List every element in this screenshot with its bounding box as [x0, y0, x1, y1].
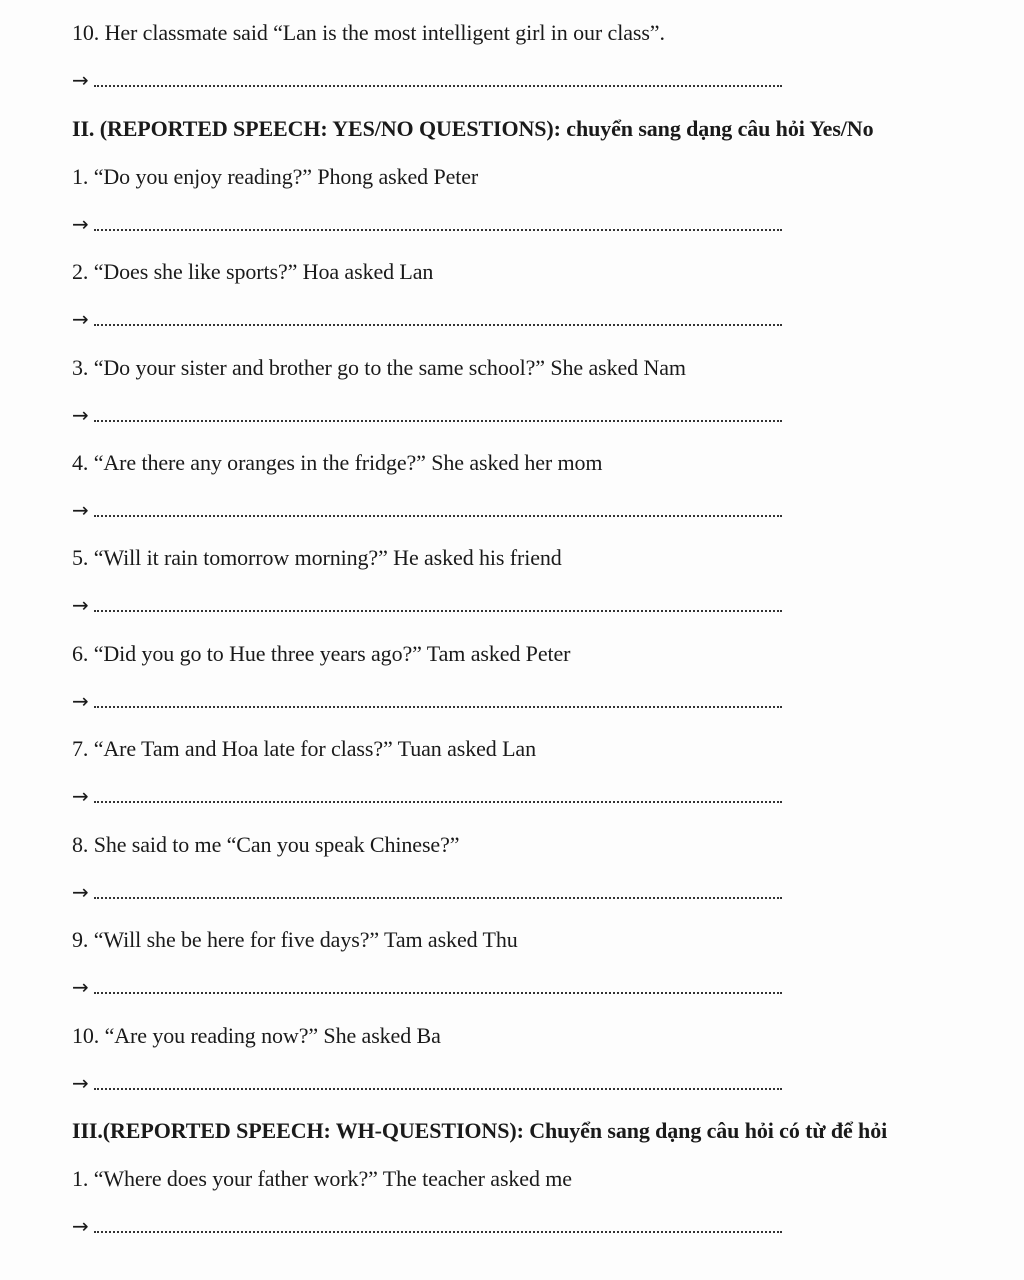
question-text: 3. “Do your sister and brother go to the same school?” She asked Nam	[72, 355, 686, 380]
answer-line	[72, 687, 782, 713]
dotted-blank	[94, 604, 782, 612]
arrow-icon: →	[72, 403, 89, 427]
answer-line	[72, 1069, 782, 1095]
question-text: 9. “Will she be here for five days?” Tam asked Thu	[72, 927, 518, 952]
dotted-blank	[94, 700, 782, 708]
arrow-icon: →	[72, 212, 89, 236]
dotted-blank	[94, 891, 782, 899]
arrow-icon: →	[72, 307, 89, 331]
question-text: 8. She said to me “Can you speak Chinese?”	[72, 832, 460, 857]
answer-line	[72, 878, 782, 904]
dotted-blank	[94, 318, 782, 326]
arrow-icon: →	[72, 1071, 89, 1095]
answer-line	[72, 973, 782, 999]
answer-line	[72, 591, 782, 617]
question-text: 7. “Are Tam and Hoa late for class?” Tuan asked Lan	[72, 736, 536, 761]
arrow-icon: →	[72, 68, 89, 92]
answer-line	[72, 496, 782, 522]
dotted-blank	[94, 1225, 782, 1233]
question-text: 1. “Do you enjoy reading?” Phong asked Peter	[72, 164, 479, 189]
answer-line	[72, 401, 782, 427]
arrow-icon: →	[72, 498, 89, 522]
dotted-blank	[94, 79, 782, 87]
arrow-icon: →	[72, 1214, 89, 1238]
answer-line	[72, 66, 782, 92]
arrow-icon: →	[72, 593, 89, 617]
question-text: 10. Her classmate said “Lan is the most intelligent girl in our class”.	[72, 20, 665, 45]
question-text: 1. “Where does your father work?” The teacher asked me	[72, 1166, 572, 1191]
dotted-blank	[94, 414, 782, 422]
arrow-icon: →	[72, 880, 89, 904]
dotted-blank	[94, 1082, 782, 1090]
question-text: 2. “Does she like sports?” Hoa asked Lan	[72, 259, 434, 284]
question-text: 4. “Are there any oranges in the fridge?” She asked her mom	[72, 450, 603, 475]
question-text: 5. “Will it rain tomorrow morning?” He asked his friend	[72, 545, 562, 570]
section-heading-wh: III.(REPORTED SPEECH: WH-QUESTIONS): Chuyển sang dạng câu hỏi có từ để hỏi	[72, 1118, 888, 1143]
arrow-icon: →	[72, 784, 89, 808]
dotted-blank	[94, 223, 782, 231]
answer-line	[72, 1212, 782, 1238]
question-text: 6. “Did you go to Hue three years ago?” Tam asked Peter	[72, 641, 571, 666]
question-text: 10. “Are you reading now?” She asked Ba	[72, 1023, 441, 1048]
answer-line	[72, 210, 782, 236]
answer-line	[72, 305, 782, 331]
answer-line	[72, 782, 782, 808]
section-heading-yes-no: II. (REPORTED SPEECH: YES/NO QUESTIONS): chuyển sang dạng câu hỏi Yes/No	[72, 116, 874, 141]
dotted-blank	[94, 986, 782, 994]
dotted-blank	[94, 795, 782, 803]
arrow-icon: →	[72, 975, 89, 999]
arrow-icon: →	[72, 689, 89, 713]
dotted-blank	[94, 509, 782, 517]
